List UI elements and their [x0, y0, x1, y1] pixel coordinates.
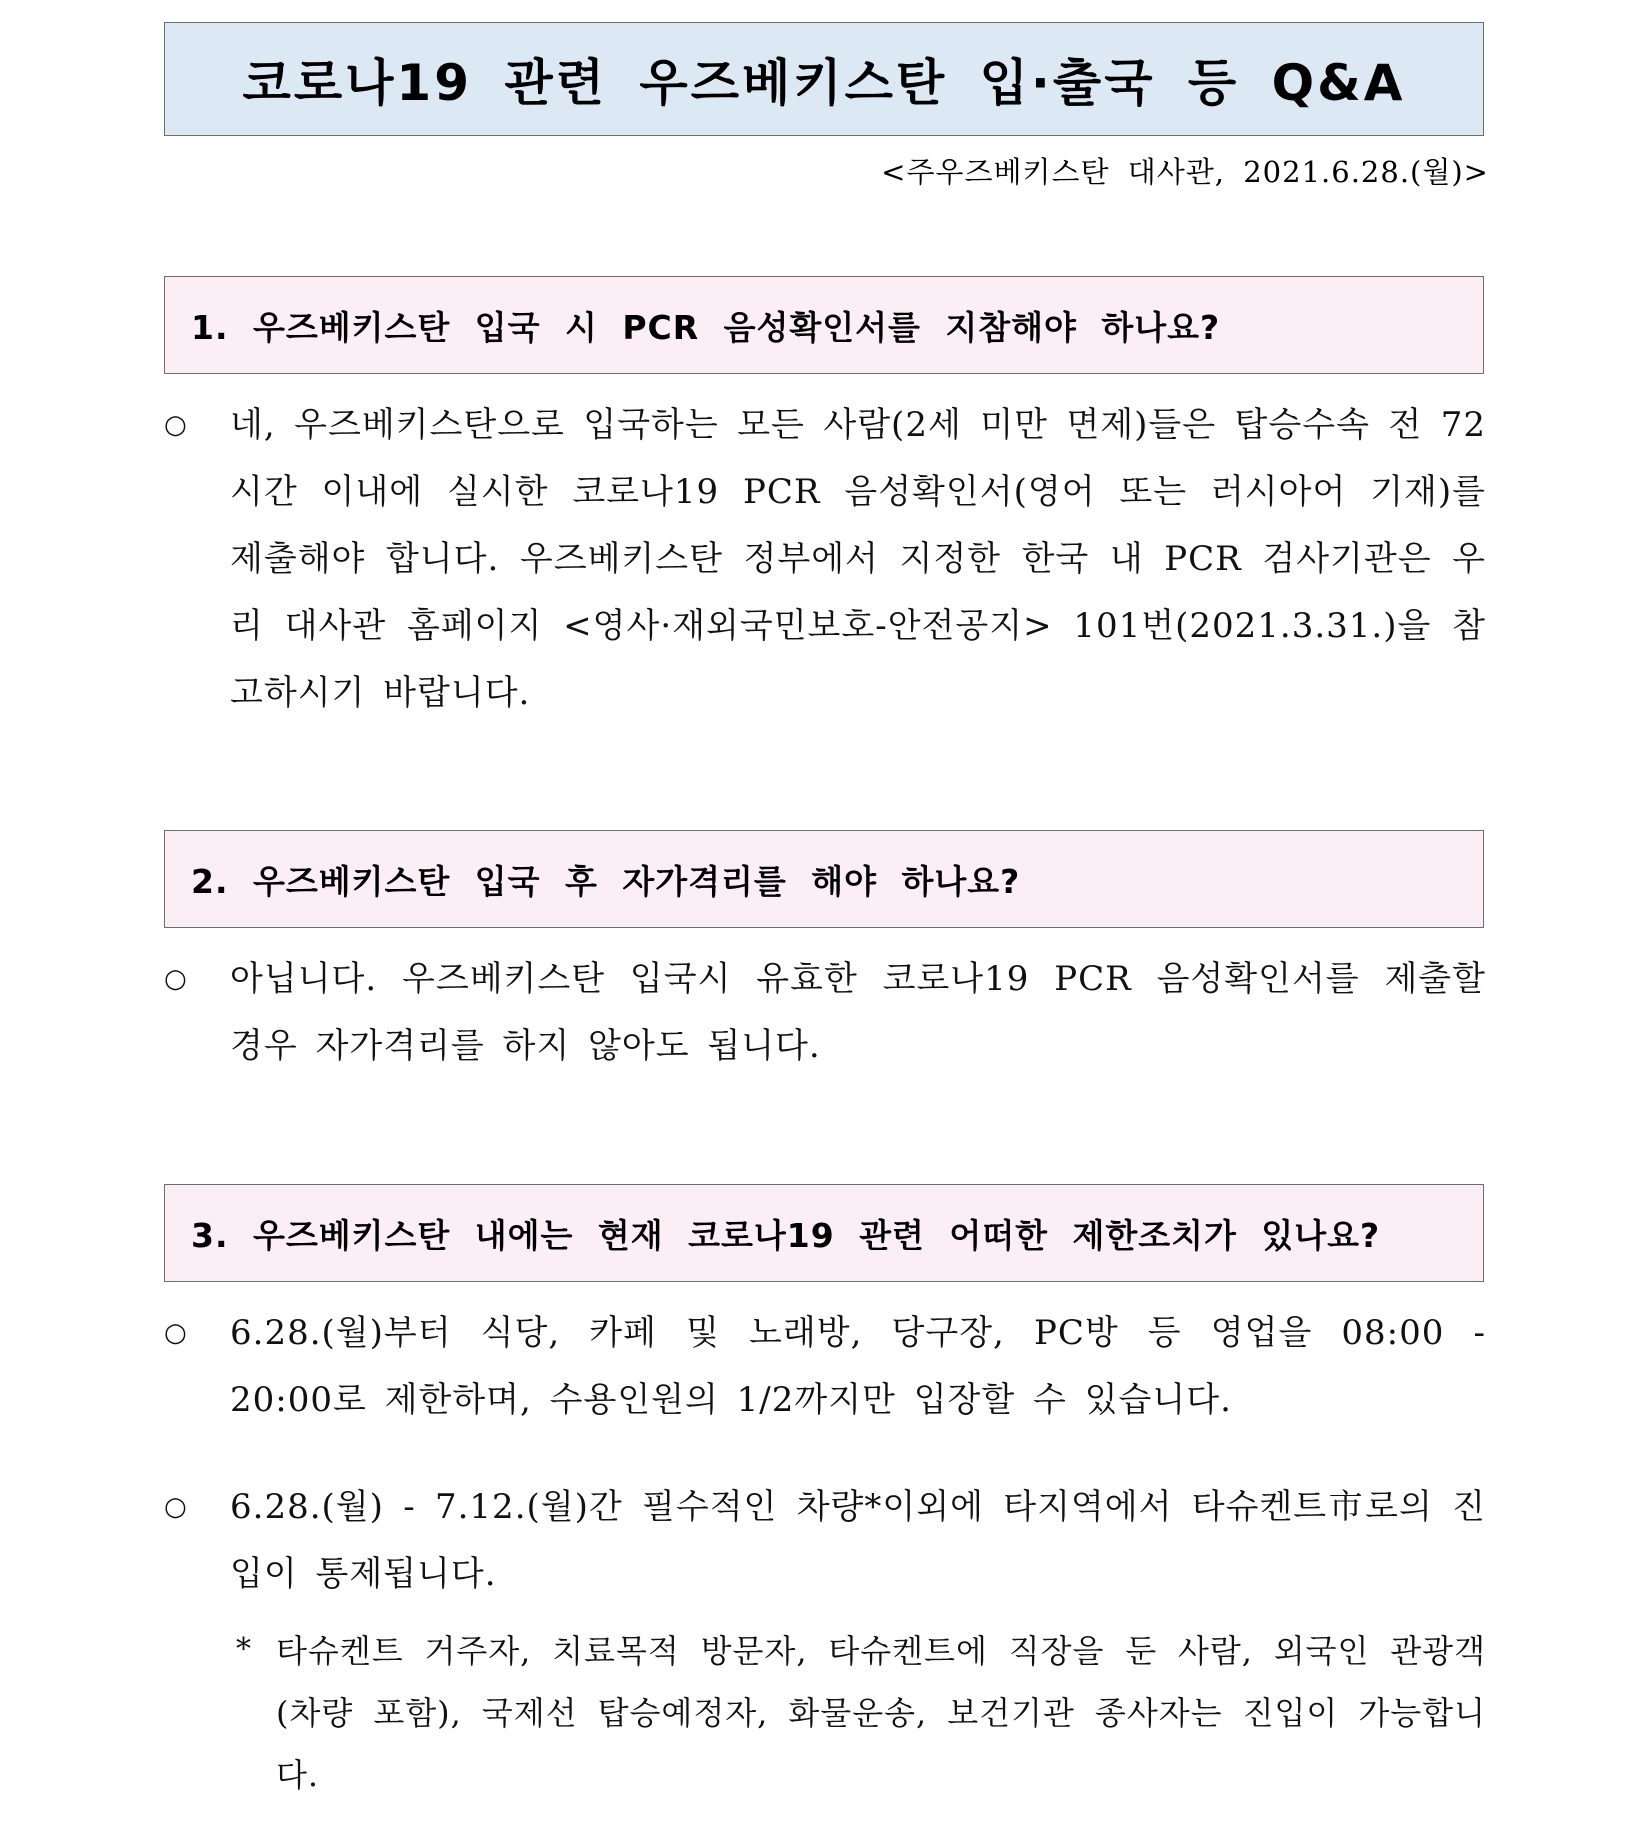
answer-1 [164, 392, 1486, 727]
footnote-text: 타슈켄트 거주자, 치료목적 방문자, 타슈켄트에 직장을 둔 사람, 외국인 관광객(차량 포함), 국제선 탑승예정자, 화물운송, 보건기관 종사자는 진입이 가능합니다. [276, 1632, 1486, 1794]
answer-2 [164, 946, 1486, 1080]
circle-bullet-icon: ○ [164, 1492, 187, 1522]
answer-1-text: 네, 우즈베키스탄으로 입국하는 모든 사람(2세 미만 면제)들은 탑승수속 전 72시간 이내에 실시한 코로나19 PCR 음성확인서(영어 또는 러시아어 기재)를 제출해야 합니다. 우즈베키스탄 정부에서 지정한 한국 내 PCR 검사기관은 우리 대사관 홈페이지 <영사·재외국민보호-안전공지> 101번(2021.3.31.)을 참고하시기 바랍니다. [230, 405, 1486, 713]
circle-bullet-icon: ○ [164, 964, 187, 994]
question-1: 1. 우즈베키스탄 입국 시 PCR 음성확인서를 지참해야 하나요? [191, 307, 1221, 347]
answer-3b [164, 1474, 1486, 1608]
question-box-3 [164, 1184, 1484, 1282]
circle-bullet-icon: ○ [164, 1318, 187, 1348]
answer-3b-text: 6.28.(월) - 7.12.(월)간 필수적인 차량*이외에 타지역에서 타슈켄트市로의 진입이 통제됩니다. [230, 1487, 1486, 1594]
question-box-2 [164, 830, 1484, 928]
document-subtitle: <주우즈베키스탄 대사관, 2021.6.28.(월)> [881, 155, 1489, 189]
answer-3a [164, 1300, 1486, 1434]
answer-3a-text: 6.28.(월)부터 식당, 카페 및 노래방, 당구장, PC방 등 영업을 08:00 - 20:00로 제한하며, 수용인원의 1/2까지만 입장할 수 있습니다. [230, 1313, 1486, 1420]
footnote [236, 1620, 1486, 1806]
question-3: 3. 우즈베키스탄 내에는 현재 코로나19 관련 어떠한 제한조치가 있나요? [191, 1215, 1381, 1255]
question-box-1 [164, 276, 1484, 374]
question-2: 2. 우즈베키스탄 입국 후 자가격리를 해야 하나요? [191, 861, 1021, 901]
answer-2-text: 아닙니다. 우즈베키스탄 입국시 유효한 코로나19 PCR 음성확인서를 제출할 경우 자가격리를 하지 않아도 됩니다. [230, 959, 1486, 1066]
circle-bullet-icon: ○ [164, 410, 187, 440]
asterisk-icon: * [236, 1632, 251, 1667]
title-box [164, 22, 1484, 136]
document-title: 코로나19 관련 우즈베키스탄 입·출국 등 Q&A [242, 54, 1406, 112]
